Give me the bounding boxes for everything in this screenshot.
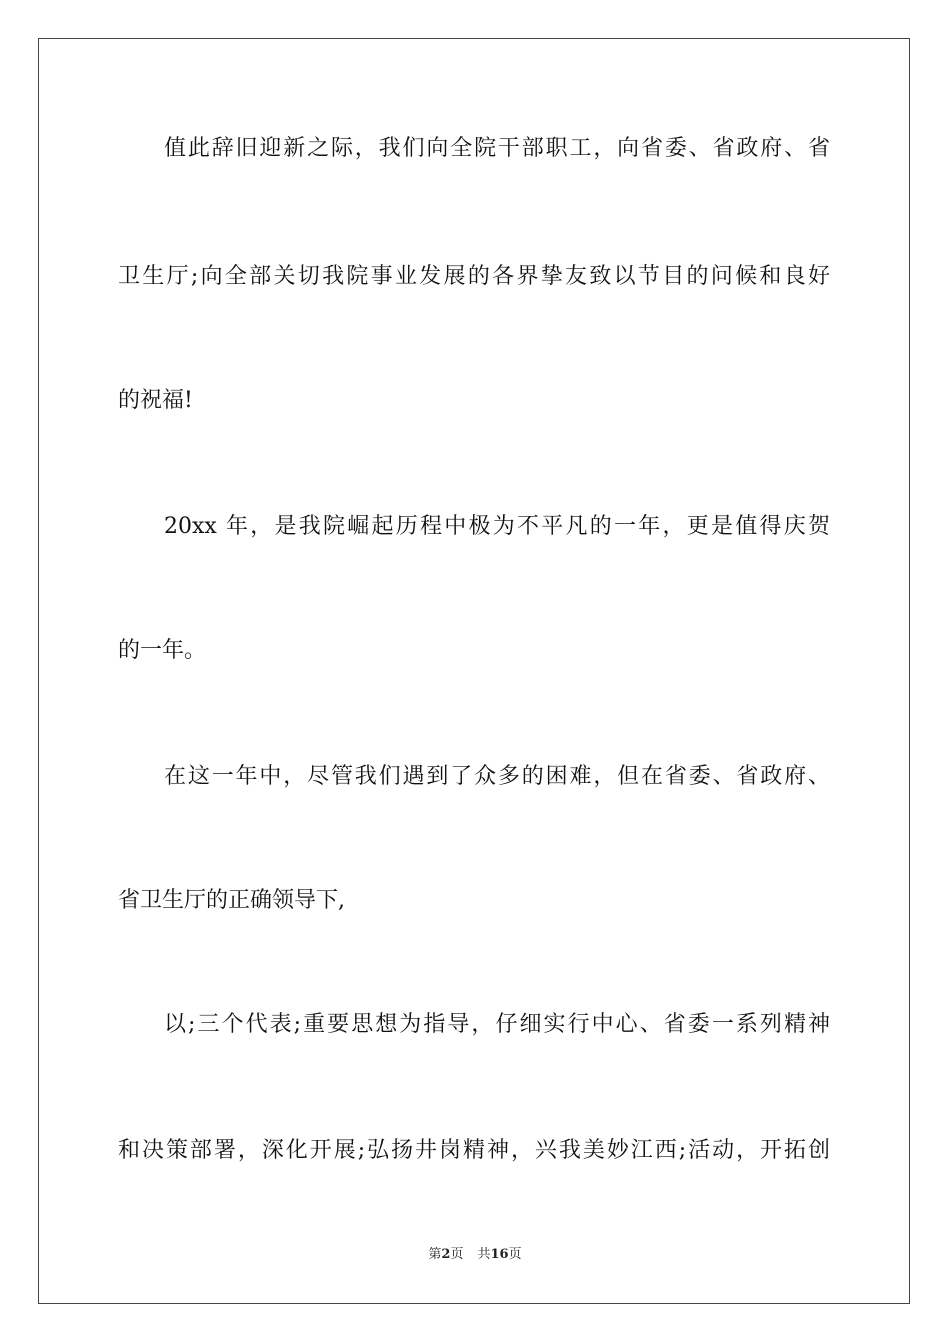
- paragraph-2-line-2: 的一年。: [118, 638, 207, 663]
- page-suffix: 页: [450, 1247, 464, 1262]
- page-border: [38, 38, 910, 1304]
- page-prefix: 第: [428, 1247, 442, 1262]
- paragraph-4-line-2: 和决策部署，深化开展;弘扬井岗精神，兴我美妙江西;活动，开拓创: [118, 1138, 830, 1163]
- paragraph-1-line-1: 值此辞旧迎新之际，我们向全院干部职工，向省委、省政府、省: [164, 136, 830, 161]
- page-number: 2: [441, 1247, 451, 1262]
- paragraph-4-line-1: 以;三个代表;重要思想为指导，仔细实行中心、省委一系列精神: [164, 1012, 830, 1037]
- paragraph-1-line-3: 的祝福!: [118, 388, 193, 413]
- paragraph-3-line-1: 在这一年中，尽管我们遇到了众多的困难，但在省委、省政府、: [164, 764, 830, 789]
- total-pages: 16: [490, 1247, 509, 1262]
- paragraph-3-line-2: 省卫生厅的正确领导下,: [118, 888, 345, 913]
- total-prefix: 共: [477, 1247, 491, 1262]
- paragraph-1-line-2: 卫生厅;向全部关切我院事业发展的各界挚友致以节目的问候和良好: [118, 264, 830, 289]
- total-suffix: 页: [508, 1247, 522, 1262]
- page-footer: [0, 1246, 950, 1264]
- paragraph-2-line-1: 20xx 年，是我院崛起历程中极为不平凡的一年，更是值得庆贺: [164, 514, 830, 539]
